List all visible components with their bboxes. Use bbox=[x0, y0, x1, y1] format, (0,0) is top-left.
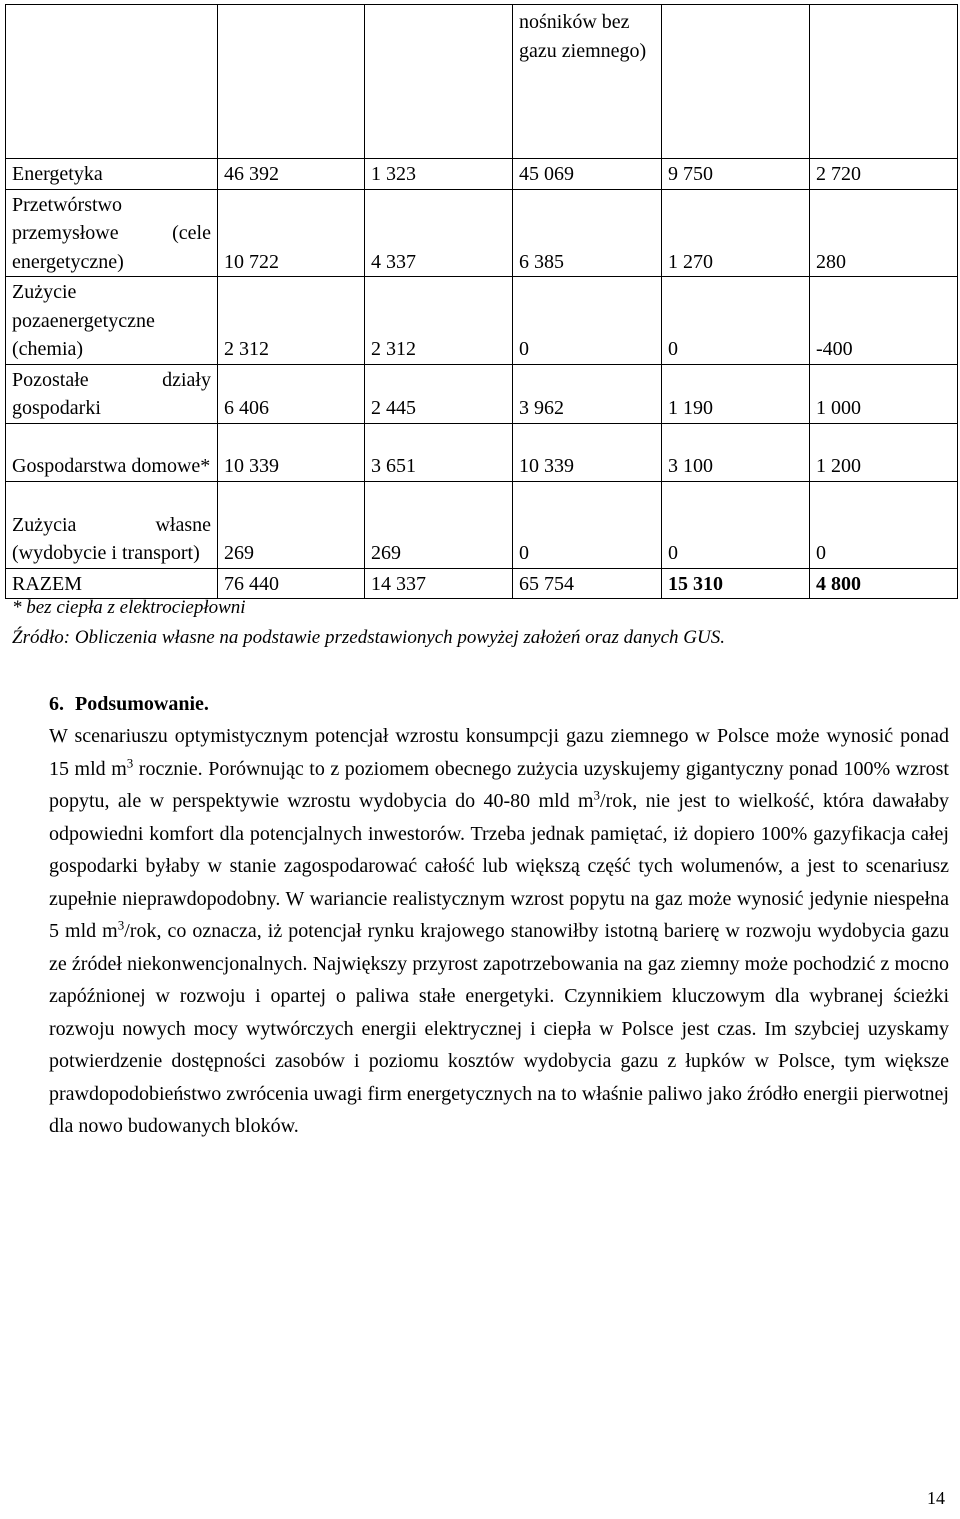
energy-table bbox=[5, 4, 958, 599]
row-value: 3 100 bbox=[662, 423, 810, 481]
row-value: 1 000 bbox=[810, 364, 958, 423]
table-row bbox=[6, 481, 958, 568]
row-label: Przetwórstwo przemysłowe (cele energetyczne) bbox=[6, 189, 218, 277]
row-value: 10 339 bbox=[218, 423, 365, 481]
row-value: 6 406 bbox=[218, 364, 365, 423]
paragraph-text-2: rocznie. Porównując to z poziomem obecnego zużycia uzyskujemy gigantyczny ponad 100% wzrost popytu, ale w perspektywie wzrostu wydobycia do 40-80 mld m bbox=[49, 757, 949, 812]
row-value: 3 962 bbox=[513, 364, 662, 423]
row-value: 2 312 bbox=[365, 277, 513, 365]
row-value: 1 200 bbox=[810, 423, 958, 481]
table-header-row bbox=[6, 5, 958, 159]
row-value: 0 bbox=[513, 481, 662, 568]
header-cell-empty-1 bbox=[6, 5, 218, 159]
table-footnote: * bez ciepła z elektrociepłowni bbox=[12, 597, 246, 618]
row-value: 1 270 bbox=[662, 189, 810, 277]
row-value: 269 bbox=[218, 481, 365, 568]
row-value: -400 bbox=[810, 277, 958, 365]
row-value: 46 392 bbox=[218, 159, 365, 190]
row-value: 10 722 bbox=[218, 189, 365, 277]
row-value: 2 720 bbox=[810, 159, 958, 190]
row-value: 1 323 bbox=[365, 159, 513, 190]
paragraph-text-4: /rok, co oznacza, iż potencjał rynku krajowego stanowiłby istotną barierę w rozwoju wydobycia gazu ze źródeł niekonwencjonalnych. Największy przyrost zapotrzebowania na gaz ziemny może pochodzić z mocno zapóźnionej w rozwoju i opartej o paliwa stałe energetyki. Czynnikiem kluczowym dla wybranej ścieżki rozwoju nowych mocy wytwórczych energii elektrycznej i ciepła w Polsce jest czas. Im szybciej uzyskamy potwierdzenie dostępności zasobów i poziomu kosztów wydobycia gazu z łupków w Polsce, tym większe prawdopodobieństwo zwrócenia uwagi firm energetycznych na to właśnie paliwo jako źródło energii pierwotnej dla nowo budowanych bloków. bbox=[49, 920, 950, 1137]
row-value: 2 445 bbox=[365, 364, 513, 423]
row-value: 4 800 bbox=[810, 568, 958, 599]
row-value: 1 190 bbox=[662, 364, 810, 423]
row-label: Pozostałe działy gospodarki bbox=[6, 364, 218, 423]
table-row bbox=[6, 189, 958, 277]
section-number: 6. bbox=[49, 693, 64, 715]
superscript-2: 3 bbox=[593, 787, 601, 803]
row-label: Energetyka bbox=[6, 159, 218, 190]
superscript-1: 3 bbox=[126, 754, 134, 770]
header-cell-empty-5 bbox=[810, 5, 958, 159]
table-row bbox=[6, 277, 958, 365]
row-value: 0 bbox=[513, 277, 662, 365]
row-value: 14 337 bbox=[365, 568, 513, 599]
table-row bbox=[6, 159, 958, 190]
header-cell-empty-4 bbox=[662, 5, 810, 159]
row-value: 65 754 bbox=[513, 568, 662, 599]
row-value: 6 385 bbox=[513, 189, 662, 277]
paragraph-text-1: W scenariuszu optymistycznym potencjał wzrostu konsumpcji gazu ziemnego w Polsce może wynosić ponad 15 mld m bbox=[49, 725, 949, 780]
header-cell-empty-3 bbox=[365, 5, 513, 159]
row-value: 4 337 bbox=[365, 189, 513, 277]
header-cell-empty-2 bbox=[218, 5, 365, 159]
row-value: 2 312 bbox=[218, 277, 365, 365]
summary-paragraph bbox=[49, 720, 949, 1143]
page-number: 14 bbox=[927, 1488, 945, 1508]
section-heading bbox=[49, 690, 215, 718]
row-value: 15 310 bbox=[662, 568, 810, 599]
row-value: 9 750 bbox=[662, 159, 810, 190]
row-value: 3 651 bbox=[365, 423, 513, 481]
header-cell-gas-free: nośników bez gazu ziemnego) bbox=[513, 5, 662, 159]
paragraph-text-3: /rok, nie jest to wielkość, która dawałaby odpowiedni komfort dla potencjalnych inwestorów. Trzeba jednak pamiętać, iż dopiero 100% gazyfikacja całej gospodarki byłaby w stanie zagospodarować całość lub większą część tych wolumenów, a jest to scenariusz zupełnie nieprawdopodobny. W wariancie realistycznym wzrost popytu na gaz może wynosić jedynie niespełna 5 mld m bbox=[49, 790, 949, 942]
row-label: RAZEM bbox=[6, 568, 218, 599]
table-source: Źródło: Obliczenia własne na podstawie przedstawionych powyżej założeń oraz danych GUS. bbox=[12, 627, 725, 648]
row-label: Gospodarstwa domowe* bbox=[6, 423, 218, 481]
section-title: Podsumowanie. bbox=[75, 693, 209, 715]
row-value: 76 440 bbox=[218, 568, 365, 599]
row-value: 0 bbox=[662, 277, 810, 365]
superscript-3: 3 bbox=[117, 917, 125, 933]
row-value: 0 bbox=[662, 481, 810, 568]
row-label: Zużycia własne (wydobycie i transport) bbox=[6, 481, 218, 568]
row-value: 269 bbox=[365, 481, 513, 568]
table-row bbox=[6, 364, 958, 423]
row-value: 10 339 bbox=[513, 423, 662, 481]
row-value: 0 bbox=[810, 481, 958, 568]
row-value: 45 069 bbox=[513, 159, 662, 190]
row-value: 280 bbox=[810, 189, 958, 277]
row-label: Zużycie pozaenergetyczne (chemia) bbox=[6, 277, 218, 365]
table-row bbox=[6, 423, 958, 481]
